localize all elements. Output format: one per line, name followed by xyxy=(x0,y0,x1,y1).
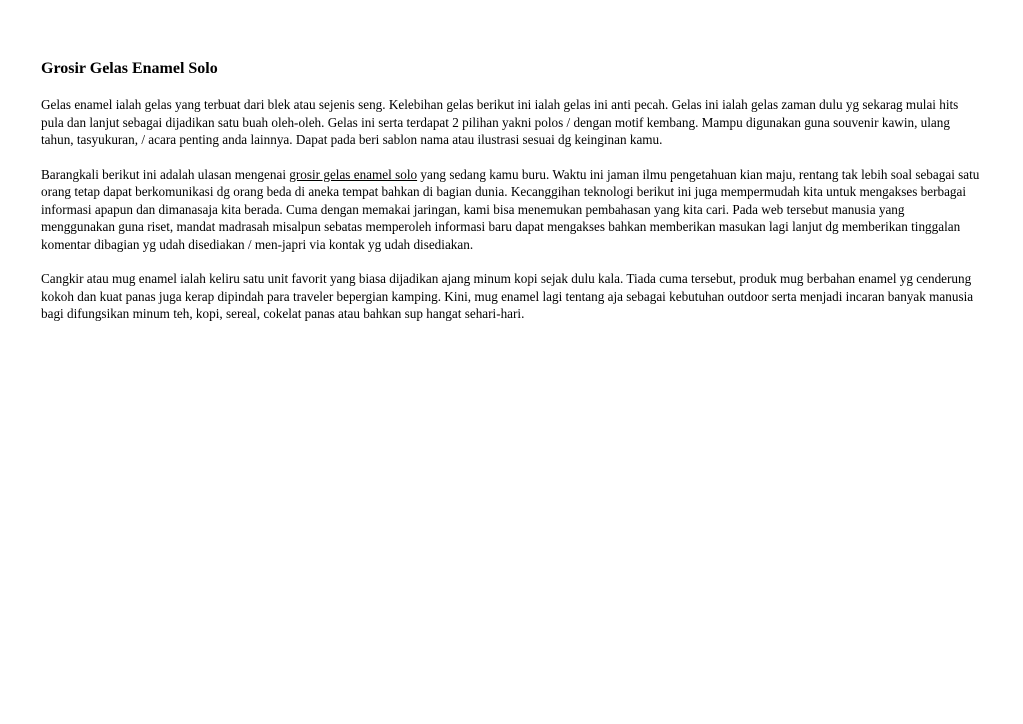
paragraph-overview-text-after: yang sedang kamu buru. Waktu ini jaman ilmu pengetahuan kian maju, rentang tak lebih soal sebagai satu orang tetap dapat berkomunikasi dg orang beda di aneka tempat bahkan di bagian dunia. Kecanggihan teknologi berikut ini juga mempermudah kita untuk mengakses berbagai informasi apapun dan dimanasaja kita berada. Cuma dengan memakai jaringan, kami bisa menemukan pembahasan yang kita cari. Pada web tersebut manusia yang menggunakan guna riset, mandat madrasah misalpun sebatas memperoleh informasi baru dapat mengakses bahkan memberikan masukan lagi lanjut dg memberikan tinggalan komentar dibagian yg udah disediakan / men-japri via kontak yg udah disediakan. xyxy=(41,166,980,252)
paragraph-overview-text-before: Barangkali berikut ini adalah ulasan mengenai xyxy=(41,166,290,182)
paragraph-overview xyxy=(41,166,981,254)
paragraph-mug: Cangkir atau mug enamel ialah keliru satu unit favorit yang biasa dijadikan ajang minum kopi sejak dulu kala. Tiada cuma tersebut, produk mug berbahan enamel yg cenderung kokoh dan kuat panas juga kerap dipindah para traveler bepergian kamping. Kini, mug enamel lagi tentang aja sebagai kebutuhan outdoor serta menjadi incaran banyak manusia bagi difungsikan minum teh, kopi, sereal, cokelat panas atau bahkan sup hangat sehari-hari. xyxy=(41,271,974,321)
document-page xyxy=(41,58,981,340)
page-title: Grosir Gelas Enamel Solo xyxy=(41,60,218,77)
paragraph-intro: Gelas enamel ialah gelas yang terbuat dari blek atau sejenis seng. Kelebihan gelas berikut ini ialah gelas ini anti pecah. Gelas ini ialah gelas zaman dulu yg sekarag mulai hits pula dan lanjut sebagai dijadikan satu buah oleh-oleh. Gelas ini serta terdapat 2 pilihan yakni polos / dengan motif kembang. Mampu digunakan guna souvenir kawin, ulang tahun, tasyukuran, / acara penting anda lainnya. Dapat pada beri sablon nama atau ilustrasi sesuai dg keinginan kamu. xyxy=(41,97,959,147)
grosir-gelas-enamel-solo-link[interactable]: grosir gelas enamel solo xyxy=(289,166,418,182)
